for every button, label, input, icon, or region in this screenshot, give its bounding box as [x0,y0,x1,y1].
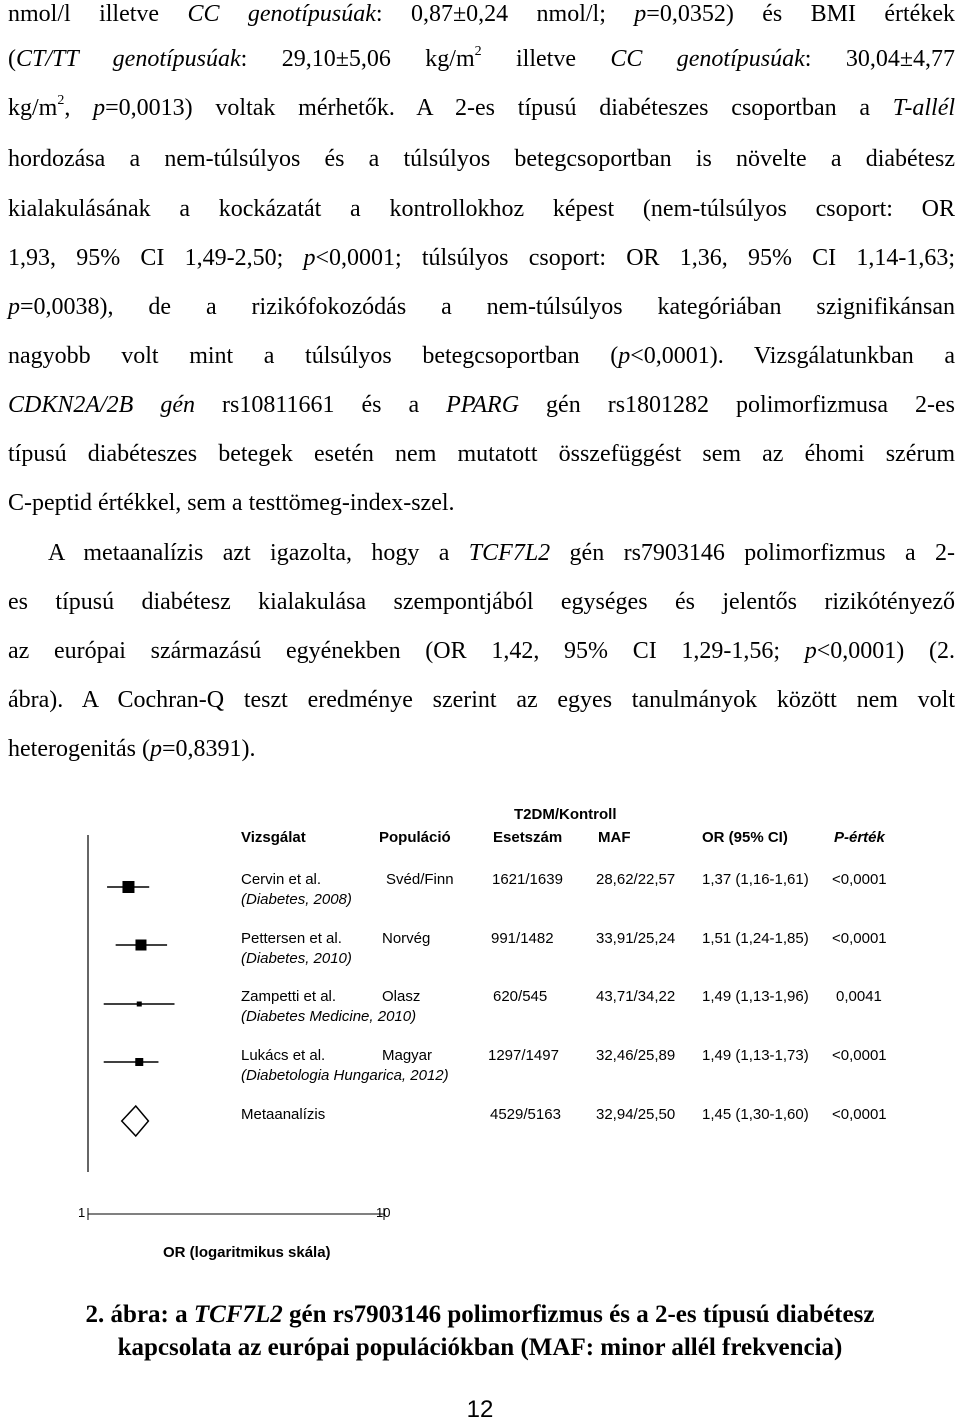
study-estimate-box [137,1002,142,1007]
text-run-italic: TCF7L2 [468,540,551,566]
text-run: <0,0001; túlsúlyos csoport: OR 1,36, 95% CI 1,14-1,63; [315,245,955,271]
text-run-italic: p [634,1,647,27]
forest-row-maf: 28,62/22,57 [596,871,676,888]
forest-row-p: <0,0001 [832,871,887,888]
forest-row-ref: (Diabetes, 2008) [241,891,352,908]
text-run: nmol/l illetve [8,1,188,27]
forest-col-cases: Esetszám [493,829,563,846]
text-run-italic: p [8,294,20,320]
forest-row-population: Svéd/Finn [386,871,454,888]
text-run-italic: CDKN2A/2B gén [8,392,196,418]
forest-row-or: 1,37 (1,16-1,61) [702,871,809,888]
body-line-14 [8,637,955,665]
text-run: rs10811661 és a [195,392,447,418]
text-run: az európai származású egyénekben (OR 1,42, 95% CI 1,29-1,56; [8,638,805,664]
body-line-3 [8,94,955,122]
study-estimate-box [135,940,146,951]
forest-summary-maf: 32,94/25,50 [596,1106,676,1123]
study-estimate-box [122,881,134,893]
forest-row-ref: (Diabetologia Hungarica, 2012) [241,1067,449,1084]
axis-tick-label: 10 [376,1205,391,1220]
text-run: : 29,10±5,06 kg/m [240,46,475,72]
body-line-8 [8,342,955,370]
forest-row-population: Olasz [382,988,421,1005]
forest-summary-study: Metaanalízis [241,1106,326,1123]
text-run-italic: p [93,95,106,121]
text-run: , [64,95,94,121]
superscript: 2 [57,93,65,108]
forest-col-study: Vizsgálat [241,829,306,846]
body-line-13: es típusú diabétesz kialakulása szempontjából egységes és jelentős rizikótényező [8,589,955,615]
forest-row-study: Cervin et al. [241,871,322,888]
text-run: : 0,87±0,24 nmol/l; [375,1,635,27]
caption-run: 2. ábra: a [85,1301,194,1328]
forest-row-cases: 991/1482 [491,930,554,947]
forest-row-study: Pettersen et al. [241,930,342,947]
forest-col-population: Populáció [379,829,451,846]
text-run: gén rs7903146 polimorfizmus a 2- [550,540,955,566]
text-run: <0,0001) (2. [816,638,955,664]
forest-row-p: <0,0001 [832,1047,887,1064]
body-line-9 [8,391,955,419]
text-run: heterogenitás ( [8,736,150,762]
study-estimate-box [135,1058,143,1066]
axis-tick-label: 1 [78,1205,86,1220]
text-run-italic: CC genotípusúak [187,1,376,27]
forest-summary-cases: 4529/5163 [490,1106,561,1123]
forest-col-maf: MAF [598,829,631,846]
superscript: 2 [474,44,482,59]
forest-row-maf: 43,71/34,22 [596,988,676,1005]
summary-diamond [122,1106,149,1136]
text-run-italic: p [149,736,162,762]
text-run-italic: CT/TT genotípusúak [16,46,241,72]
body-line-11: C-peptid értékkel, sem a testtömeg-index-szel. [8,490,455,516]
text-run: ( [8,46,16,72]
text-run: A metaanalízis azt igazolta, hogy a [48,540,469,566]
text-run: 1,93, 95% CI 1,49-2,50; [8,245,304,271]
text-run: kg/m [8,95,58,121]
forest-summary-p: <0,0001 [832,1106,887,1123]
forest-row-or: 1,49 (1,13-1,73) [702,1047,809,1064]
text-run-italic: p [303,245,316,271]
body-line-15: ábra). A Cochran-Q teszt eredménye szerint az egyes tanulmányok között nem volt [8,687,955,713]
text-run-italic: p [804,638,817,664]
caption-run: gén rs7903146 polimorfizmus és a 2-es típusú diabétesz [282,1301,875,1328]
body-line-12 [48,539,955,567]
forest-row-cases: 620/545 [493,988,548,1005]
forest-row-maf: 33,91/25,24 [596,930,676,947]
body-line-5: kialakulásának a kockázatát a kontrollokhoz képest (nem-túlsúlyos csoport: OR [8,196,955,222]
text-run-italic: CC genotípusúak [610,46,805,72]
text-run: nagyobb volt mint a túlsúlyos betegcsoportban ( [8,343,619,369]
forest-row-cases: 1621/1639 [492,871,563,888]
forest-group-header: T2DM/Kontroll [514,806,617,823]
forest-row-population: Norvég [382,930,431,947]
body-line-16 [8,735,955,763]
forest-col-p: P-érték [834,829,885,846]
forest-row-p: <0,0001 [832,930,887,947]
text-run: =0,0013) voltak mérhetők. A 2-es típusú diabéteszes csoportban a [105,95,893,121]
forest-row-ref: (Diabetes, 2010) [241,950,352,967]
text-run-italic: T-allél [892,95,956,121]
text-run: =0,8391). [161,736,256,762]
figure-caption-line-1 [0,1299,960,1331]
forest-row-cases: 1297/1497 [488,1047,559,1064]
body-line-1 [8,0,955,28]
forest-row-population: Magyar [382,1047,433,1064]
body-line-7 [8,293,955,321]
page-number: 12 [466,1396,494,1423]
forest-summary-or: 1,45 (1,30-1,60) [702,1106,809,1123]
forest-row-or: 1,51 (1,24-1,85) [702,930,809,947]
text-run: gén rs1801282 polimorfizmusa 2-es [519,392,956,418]
body-line-4: hordozása a nem-túlsúlyos és a túlsúlyos betegcsoportban is növelte a diabétesz [8,146,955,172]
caption-run-italic: TCF7L2 [193,1301,283,1328]
figure-caption-line-2: kapcsolata az európai populációkban (MAF: minor allél frekvencia) [117,1334,843,1361]
text-run: <0,0001). Vizsgálatunkban a [630,343,955,369]
text-run: : 30,04±4,77 [804,46,955,72]
text-run-italic: PPARG [446,392,520,418]
body-line-2 [8,45,955,73]
forest-row-maf: 32,46/25,89 [596,1047,676,1064]
text-run: =0,0038), de a rizikófokozódás a nem-túlsúlyos kategóriában szignifikánsan [20,294,955,320]
text-run: illetve [481,46,611,72]
forest-row-study: Lukács et al. [241,1047,326,1064]
axis-title: OR (logaritmikus skála) [163,1244,331,1261]
forest-row-p: 0,0041 [836,988,882,1005]
text-run: =0,0352) és BMI értékek [646,1,955,27]
forest-row-study: Zampetti et al. [241,988,337,1005]
body-line-10: típusú diabéteszes betegek esetén nem mutatott összefüggést sem az éhomi szérum [8,441,955,467]
forest-row-ref: (Diabetes Medicine, 2010) [241,1008,417,1025]
forest-row-or: 1,49 (1,13-1,96) [702,988,809,1005]
forest-col-or: OR (95% CI) [702,829,788,846]
body-line-6 [8,244,955,272]
text-run-italic: p [618,343,631,369]
